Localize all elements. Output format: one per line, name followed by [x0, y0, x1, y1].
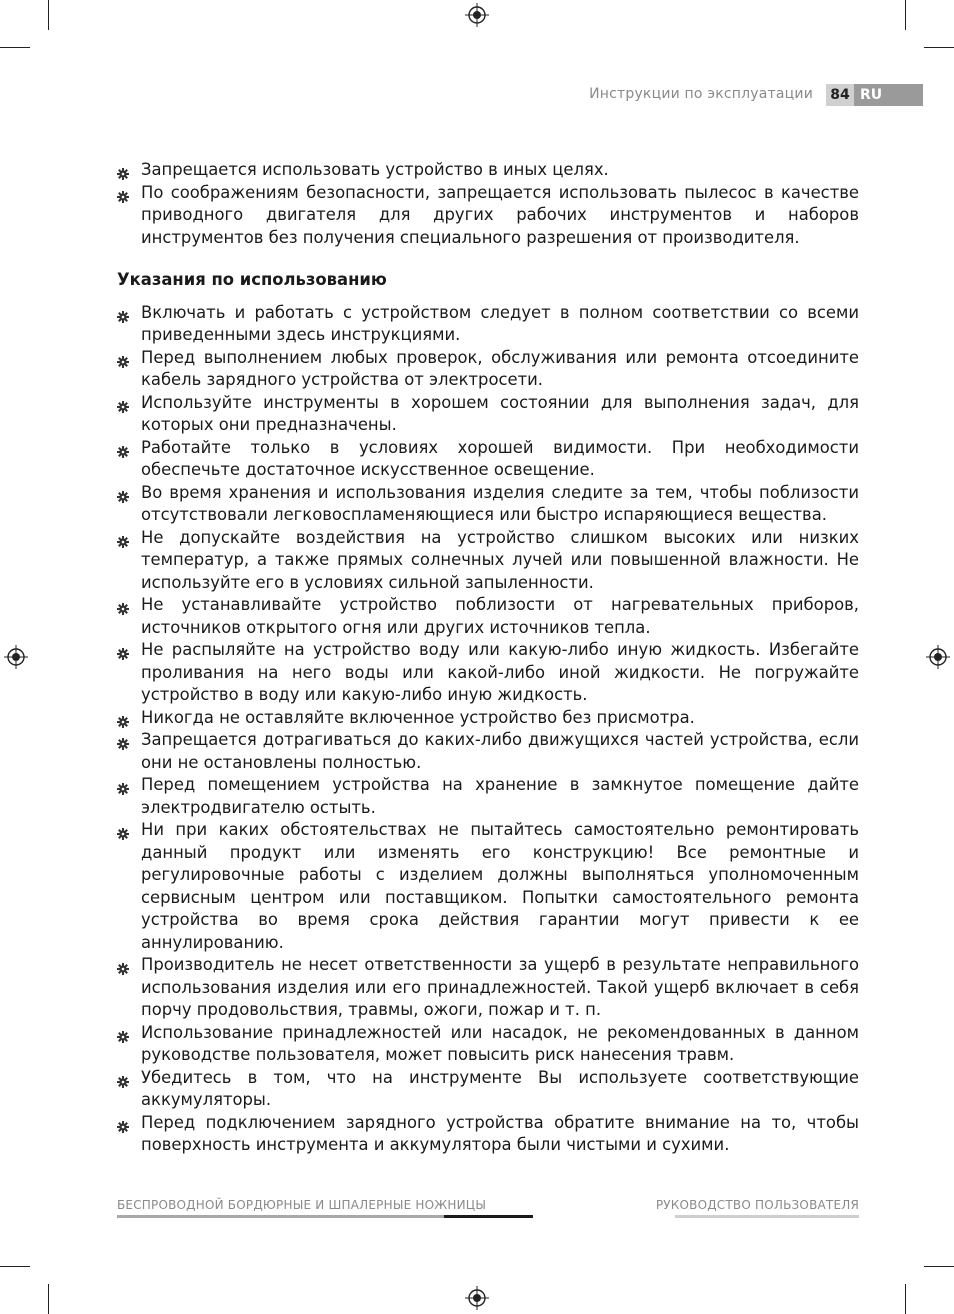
list-item — [117, 1112, 859, 1157]
gear-bullet-icon — [117, 1117, 129, 1129]
gear-bullet-icon — [117, 532, 129, 544]
page-number: 84 — [826, 84, 854, 106]
list-item — [117, 954, 859, 1022]
crop-mark — [905, 0, 906, 30]
gear-bullet-icon — [117, 779, 129, 791]
section-heading: Указания по использованию — [117, 270, 387, 289]
footer-rule-accent — [444, 1215, 533, 1218]
list-item-text: По соображениям безопасности, запрещается использовать пылесос в качестве приводного двигателя для других рабочих инструментов и наборов инструментов без получения специального разрешения от производителя. — [141, 182, 859, 247]
list-item — [117, 594, 859, 639]
list-item-text: Перед помещением устройства на хранение в замкнутое помещение дайте электродвигателю остыть. — [141, 775, 859, 817]
list-item — [117, 392, 859, 437]
gear-bullet-icon — [117, 164, 129, 176]
list-item-text: Используйте инструменты в хорошем состоянии для выполнения задач, для которых они предназначены. — [141, 392, 859, 434]
list-item — [117, 182, 859, 250]
list-item-text: Запрещается использовать устройство в иных целях. — [141, 160, 609, 179]
list-item — [117, 482, 859, 527]
gear-bullet-icon — [117, 712, 129, 724]
crop-mark — [0, 47, 30, 48]
running-header-title: Инструкции по эксплуатации — [589, 86, 813, 102]
list-item-text: Перед выполнением любых проверок, обслуживания или ремонта отсоедините кабель зарядного устройства от электросети. — [141, 347, 859, 389]
list-item — [117, 159, 859, 182]
gear-bullet-icon — [117, 1072, 129, 1084]
list-item — [117, 729, 859, 774]
intro-list — [117, 159, 859, 249]
gear-bullet-icon — [117, 644, 129, 656]
crop-mark — [0, 1266, 30, 1267]
list-item-text: Во время хранения и использования изделия следите за тем, чтобы поблизости отсутствовали легковоспламеняющиеся или быстро испаряющиеся вещества. — [141, 482, 859, 524]
list-item-text: Ни при каких обстоятельствах не пытайтесь самостоятельно ремонтировать данный продукт или изменять его конструкцию! Все ремонтные и регулировочные работы с изделием должны выполняться уполномоченным сервисным центром или поставщиком. Попытки самостоятельного ремонта устройства во время срока действия гарантии могут привести к ее аннулированию. — [141, 820, 859, 952]
crop-mark — [48, 0, 49, 30]
list-item — [117, 707, 859, 730]
gear-bullet-icon — [117, 397, 129, 409]
list-item-text: Производитель не несет ответственности за ущерб в результате неправильного использования изделия или его принадлежностей. Такой ущерб включает в себя порчу продовольствия, травмы, ожоги, пожар и т. п. — [141, 955, 859, 1019]
list-item — [117, 527, 859, 595]
gear-bullet-icon — [117, 487, 129, 499]
list-item-text: Не допускайте воздействия на устройство слишком высоких или низких температур, а также прямых солнечных лучей или повышенной влажности. Не используйте его в условиях сильной запыленности. — [141, 527, 859, 592]
list-item-text: Никогда не оставляйте включенное устройство без присмотра. — [141, 707, 695, 727]
list-item — [117, 1067, 859, 1112]
list-item — [117, 302, 859, 347]
gear-bullet-icon — [117, 599, 129, 611]
crop-mark — [924, 47, 954, 48]
list-item-text: Перед подключением зарядного устройства обратите внимание на то, чтобы поверхность инструмента и аккумулятора были чистыми и сухими. — [141, 1112, 859, 1154]
registration-mark-icon — [4, 645, 28, 669]
gear-bullet-icon — [117, 1027, 129, 1039]
list-item-text: Не устанавливайте устройство поблизости от нагревательных приборов, источников открытого огня или других источников тепла. — [141, 595, 859, 637]
crop-mark — [48, 1284, 49, 1314]
gear-bullet-icon — [117, 352, 129, 364]
list-item — [117, 347, 859, 392]
list-item — [117, 437, 859, 482]
footer-doc-type: РУКОВОДСТВО ПОЛЬЗОВАТЕЛЯ — [655, 1198, 859, 1212]
gear-bullet-icon — [117, 442, 129, 454]
gear-bullet-icon — [117, 187, 129, 199]
list-item — [117, 1022, 859, 1067]
page-content — [117, 159, 859, 1157]
usage-instructions-list — [117, 302, 859, 1157]
list-item-text: Запрещается дотрагиваться до каких-либо движущихся частей устройства, если они не остановлены полностью. — [141, 730, 859, 772]
gear-bullet-icon — [117, 824, 129, 836]
list-item-text: Использование принадлежностей или насадок, не рекомендованных в данном руководстве пользователя, может повысить риск нанесения травм. — [141, 1022, 859, 1064]
list-item — [117, 639, 859, 707]
registration-mark-icon — [465, 1286, 489, 1310]
gear-bullet-icon — [117, 734, 129, 746]
footer-rule — [117, 1215, 444, 1218]
list-item — [117, 819, 859, 954]
list-item-text: Включать и работать с устройством следует в полном соответствии со всеми приведенными здесь инструкциями. — [141, 302, 859, 344]
crop-mark — [924, 1266, 954, 1267]
list-item-text: Убедитесь в том, что на инструменте Вы используете соответствующие аккумуляторы. — [141, 1067, 859, 1109]
gear-bullet-icon — [117, 307, 129, 319]
list-item — [117, 774, 859, 819]
list-item-text: Не распыляйте на устройство воду или какую-либо иную жидкость. Избегайте проливания на него воды или какой-либо иной жидкости. Не погружайте устройство в воду или какую-либо иную жидкость. — [141, 640, 859, 704]
footer-product-name: БЕСПРОВОДНОЙ БОРДЮРНЫЕ И ШПАЛЕРНЫЕ НОЖНИЦЫ — [117, 1198, 487, 1212]
language-tag: RU — [854, 84, 923, 106]
gear-bullet-icon — [117, 959, 129, 971]
footer-rule — [675, 1215, 859, 1218]
registration-mark-icon — [926, 645, 950, 669]
list-item-text: Работайте только в условиях хорошей видимости. При необходимости обеспечьте достаточное искусственное освещение. — [141, 437, 859, 479]
registration-mark-icon — [465, 3, 489, 27]
crop-mark — [905, 1284, 906, 1314]
